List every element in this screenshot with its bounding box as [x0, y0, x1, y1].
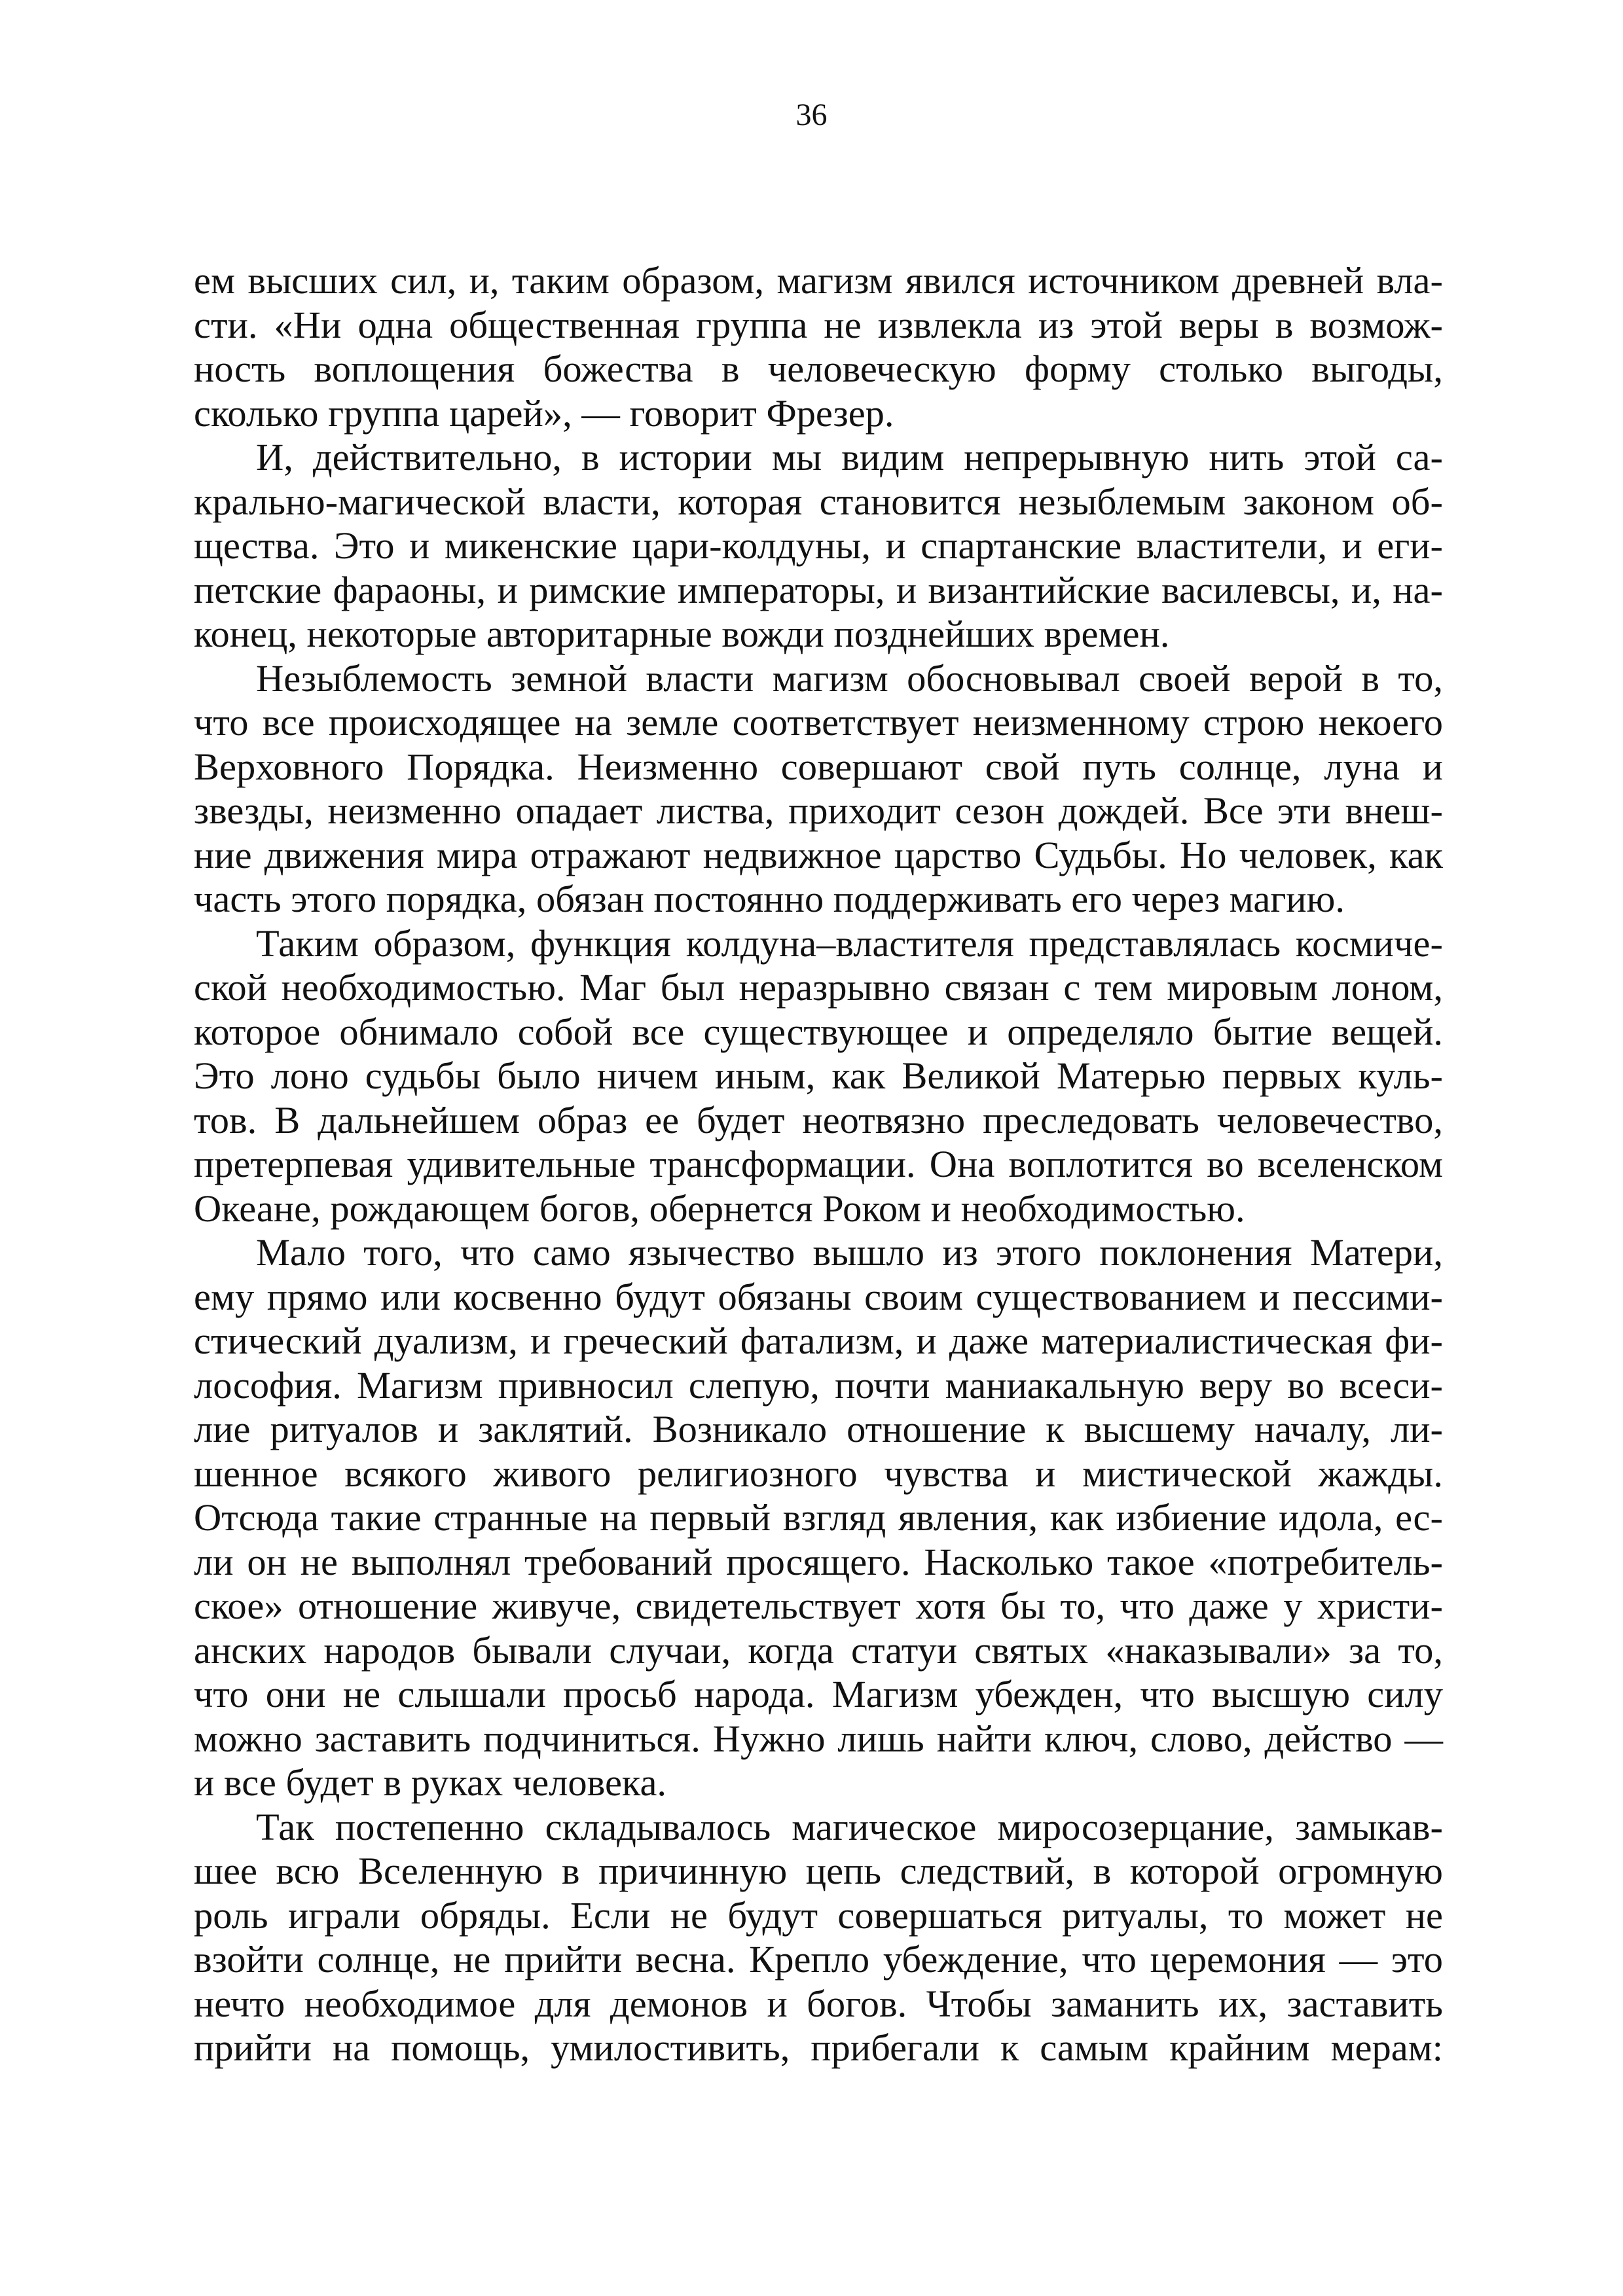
- text-body: [194, 259, 1443, 2070]
- text-line: сколько группа царей», — говорит Фрезер.: [194, 391, 894, 435]
- page-number: 36: [795, 98, 828, 132]
- text-line: что все происходящее на земле соответствует неизменному строю некоего: [194, 701, 1443, 744]
- text-line: Так постепенно складывалось магическое миросозерцание, замыкав-: [256, 1805, 1443, 1848]
- paragraph-6: [194, 1805, 1443, 2070]
- text-line: и все будет в руках человека.: [194, 1761, 667, 1804]
- text-line: ему прямо или косвенно будут обязаны своим существованием и пессими-: [194, 1275, 1443, 1318]
- text-line: тов. В дальнейшем образ ее будет неотвязно преследовать человечество,: [194, 1098, 1443, 1141]
- text-line: Мало того, что само язычество вышло из этого поклонения Матери,: [256, 1231, 1443, 1274]
- text-line: шее всю Вселенную в причинную цепь следствий, в которой огромную: [194, 1850, 1443, 1892]
- text-line: что они не слышали просьб народа. Магизм убежден, что высшую силу: [194, 1673, 1443, 1715]
- paragraph-1: [194, 259, 1443, 435]
- text-line: звезды, неизменно опадает листва, приходит сезон дождей. Все эти внеш-: [194, 789, 1443, 832]
- text-line: Таким образом, функция колдуна–властителя представлялась космиче-: [256, 922, 1443, 965]
- text-line: претерпевая удивительные трансформации. Она воплотится во вселенском: [194, 1143, 1443, 1185]
- text-line: часть этого порядка, обязан постоянно поддерживать его через магию.: [194, 878, 1345, 920]
- text-line: стический дуализм, и греческий фатализм, и даже материалистическая фи-: [194, 1319, 1443, 1362]
- text-line: ние движения мира отражают недвижное царство Судьбы. Но человек, как: [194, 833, 1443, 876]
- text-line: конец, некоторые авторитарные вожди позднейших времен.: [194, 613, 1170, 655]
- text-line: которое обнимало собой все существующее и определяло бытие вещей.: [194, 1010, 1443, 1053]
- text-line: Это лоно судьбы было ничем иным, как Великой Матерью первых куль-: [194, 1054, 1443, 1097]
- text-line: лософия. Магизм привносил слепую, почти маниакальную веру во всеси-: [194, 1363, 1443, 1407]
- text-line: Океане, рождающем богов, обернется Роком и необходимостью.: [194, 1187, 1245, 1230]
- text-line: ское» отношение живуче, свидетельствует хотя бы то, что даже у христи-: [194, 1585, 1443, 1627]
- text-line: взойти солнце, не прийти весна. Крепло убеждение, что церемония — это: [194, 1938, 1443, 1981]
- paragraph-2: [194, 435, 1443, 656]
- text-line: крально-магической власти, которая становится незыблемым законом об-: [194, 480, 1443, 523]
- text-line: щества. Это и микенские цари-колдуны, и спартанские властители, и еги-: [194, 524, 1443, 567]
- text-line: нечто необходимое для демонов и богов. Чтобы заманить их, заставить: [194, 1982, 1443, 2025]
- text-line: И, действительно, в истории мы видим непрерывную нить этой са-: [256, 436, 1443, 478]
- text-line: шенное всякого живого религиозного чувства и мистической жажды.: [194, 1452, 1443, 1495]
- text-line: Незыблемость земной власти магизм обосновывал своей верой в то,: [256, 656, 1443, 700]
- text-line: анских народов бывали случаи, когда статуи святых «наказывали» за то,: [194, 1628, 1443, 1672]
- text-line: ем высших сил, и, таким образом, магизм явился источником древней вла-: [194, 259, 1443, 302]
- text-line: петские фараоны, и римские императоры, и византийские василевсы, и, на-: [194, 568, 1443, 611]
- text-line: Отсюда такие странные на первый взгляд явления, как избиение идола, ес-: [194, 1496, 1443, 1539]
- paragraph-3: [194, 656, 1443, 922]
- text-line: ли он не выполнял требований просящего. Насколько такое «потребитель-: [194, 1540, 1443, 1583]
- text-line: сти. «Ни одна общественная группа не извлекла из этой веры в возмож-: [194, 303, 1443, 346]
- paragraph-4: [194, 922, 1443, 1231]
- text-line: Верховного Порядка. Неизменно совершают свой путь солнце, луна и: [194, 745, 1443, 788]
- text-line: можно заставить подчиниться. Нужно лишь найти ключ, слово, действо —: [194, 1717, 1443, 1760]
- paragraph-5: [194, 1230, 1443, 1805]
- text-line: прийти на помощь, умилостивить, прибегали к самым крайним мерам:: [194, 2026, 1443, 2069]
- text-line: ской необходимостью. Маг был неразрывно связан с тем мировым лоном,: [194, 966, 1443, 1009]
- text-line: лие ритуалов и заклятий. Возникало отношение к высшему началу, ли-: [194, 1408, 1443, 1450]
- text-line: ность воплощения божества в человеческую форму столько выгоды,: [194, 348, 1443, 390]
- text-line: роль играли обряды. Если не будут совершаться ритуалы, то может не: [194, 1893, 1443, 1937]
